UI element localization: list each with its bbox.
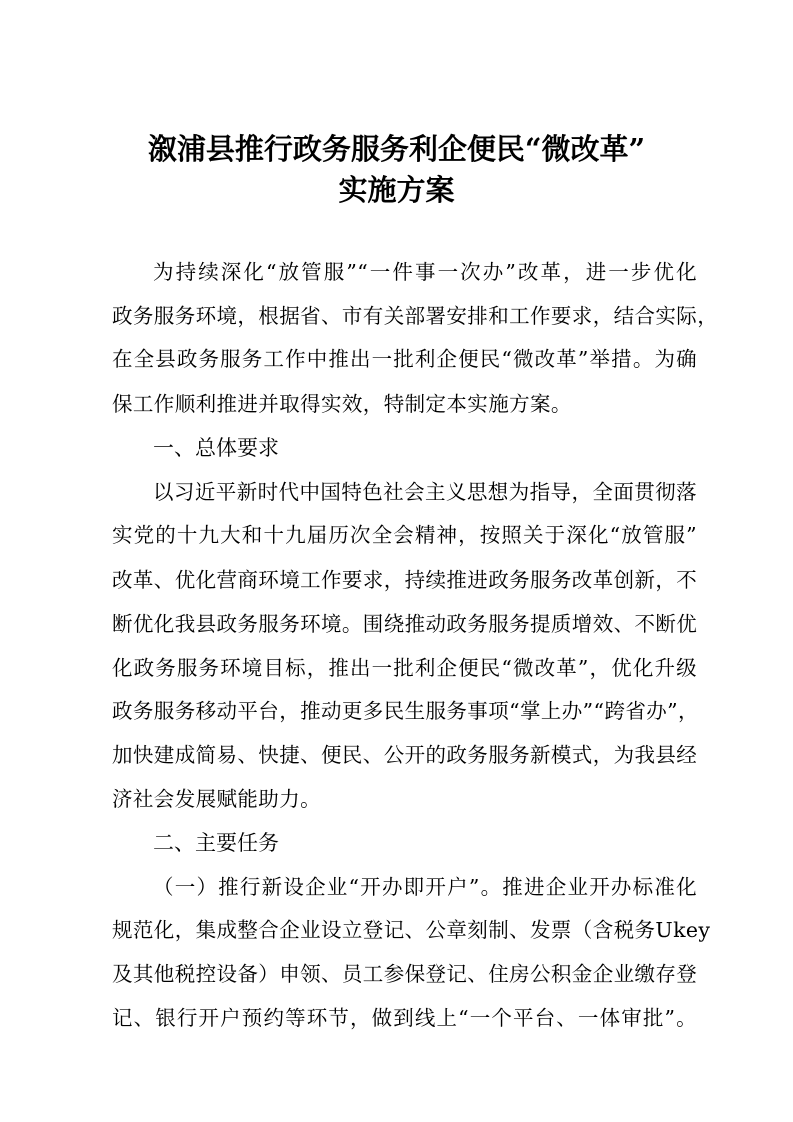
section2-paragraph-line: 及其他税控设备）申领、员工参保登记、住房公积金企业缴存登 (112, 962, 698, 986)
section1-paragraph-line: 济社会发展赋能助力。 (112, 787, 321, 811)
section2-paragraph-line: 规范化，集成整合企业设立登记、公章刻制、发票（含税务Ukey (112, 918, 711, 942)
section2-paragraph-line: （一）推行新设企业“开办即开户”。推进企业开办标准化 (153, 875, 697, 899)
intro-paragraph-line: 为持续深化“放管服”“一件事一次办”改革，进一步优化 (153, 260, 697, 284)
section1-paragraph-line: 以习近平新时代中国特色社会主义思想为指导，全面贯彻落 (153, 480, 697, 504)
intro-paragraph-line: 保工作顺利推进并取得实效，特制定本实施方案。 (112, 392, 572, 416)
document-title: 溆浦县推行政务服务利企便民“微改革” (147, 132, 646, 166)
section1-paragraph-line: 政务服务移动平台，推动更多民生服务事项“掌上办”“跨省办”， (112, 699, 699, 723)
document-title-line2: 实施方案 (338, 173, 455, 207)
section2-paragraph-line: 记、银行开户预约等环节，做到线上“一个平台、一体审批”。 (112, 1006, 697, 1030)
section1-paragraph-line: 实党的十九大和十九届历次全会精神，按照关于深化“放管服” (112, 523, 697, 547)
section1-paragraph-line: 加快建成简易、快捷、便民、公开的政务服务新模式，为我县经 (112, 743, 698, 767)
section1-paragraph-line: 断优化我县政务服务环境。围绕推动政务服务提质增效、不断优 (112, 612, 698, 636)
section-heading-main-tasks: 二、主要任务 (153, 831, 279, 855)
section1-paragraph-line: 化政务服务环境目标，推出一批利企便民“微改革”，优化升级 (112, 656, 697, 680)
section1-paragraph-line: 改革、优化营商环境工作要求，持续推进政务服务改革创新，不 (112, 568, 698, 592)
section-heading-general-requirements: 一、总体要求 (153, 436, 279, 460)
intro-paragraph-line: 在全县政务服务工作中推出一批利企便民“微改革”举措。为确 (112, 347, 697, 371)
intro-paragraph-line: 政务服务环境，根据省、市有关部署安排和工作要求，结合实际， (112, 304, 719, 328)
